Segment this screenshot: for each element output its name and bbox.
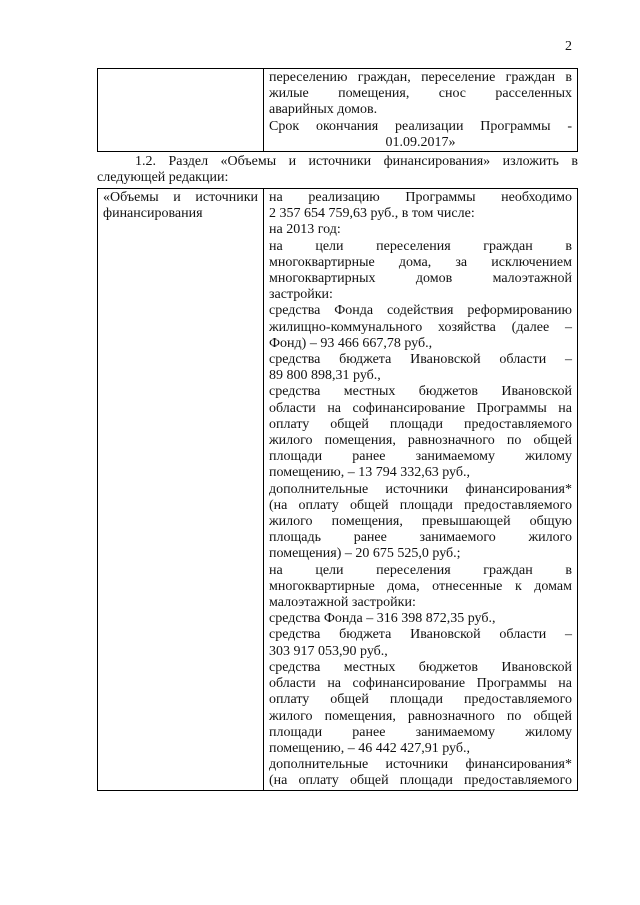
left-cell-line: «Объемы и источники <box>103 190 258 205</box>
text-line: многоквартирные дома, отнесенные к домам <box>269 578 572 594</box>
text-line: Фонд) – 93 466 667,78 руб., <box>269 335 433 351</box>
text-line: жилого помещения, равнозначного по общей <box>269 433 572 449</box>
text-line: на реализацию Программы необходимо <box>269 190 572 205</box>
text-line: жилого помещения, равнозначного по общей <box>269 708 572 724</box>
text-line: средства бюджета Ивановской области – <box>269 627 572 643</box>
financing-table-left-cell <box>98 189 264 791</box>
text-line: помещению, – 46 442 427,91 руб., <box>269 740 470 756</box>
text-line: 89 800 898,31 руб., <box>269 368 381 384</box>
text-line: 01.09.2017» <box>385 134 456 150</box>
text-line: переселению граждан, переселение граждан в <box>269 70 572 85</box>
text-line: 2 357 654 759,63 руб., в том числе: <box>269 206 475 222</box>
text-line: площади ранее занимаемому жилому <box>269 724 572 740</box>
top-table-right-cell <box>264 69 578 152</box>
text-line: на 2013 год: <box>269 222 341 238</box>
paragraph-line: следующей редакции: <box>97 170 229 186</box>
text-line: средства Фонда – 316 398 872,35 руб., <box>269 611 496 627</box>
text-line: (на оплату общей площади предоставляемого <box>269 773 572 789</box>
text-line: средства местных бюджетов Ивановской <box>269 659 572 675</box>
left-cell-line: финансирования <box>103 206 203 222</box>
text-line: средства местных бюджетов Ивановской <box>269 384 572 400</box>
text-line: жилого помещения, превышающей общую <box>269 514 572 530</box>
text-line: дополнительные источники финансирования* <box>269 757 572 773</box>
text-line: помещения) – 20 675 525,0 руб.; <box>269 546 461 562</box>
text-line: (на оплату общей площади предоставляемого <box>269 497 572 513</box>
page-number: 2 <box>565 39 572 54</box>
table-row <box>98 189 578 791</box>
text-line: аварийных домов. <box>269 102 378 118</box>
text-line: дополнительные источники финансирования* <box>269 481 572 497</box>
text-line: области на софинансирование Программы на <box>269 676 572 692</box>
text-line: многоквартирных домов малоэтажной <box>269 271 572 287</box>
text-line: средства бюджета Ивановской области – <box>269 352 572 368</box>
amendment-paragraph <box>97 154 578 186</box>
text-line: оплату общей площади предоставляемого <box>269 416 572 432</box>
text-line: жилые помещения, снос расселенных <box>269 86 572 102</box>
top-table <box>97 68 578 152</box>
text-line: 303 917 053,90 руб., <box>269 643 388 659</box>
financing-table <box>97 188 578 791</box>
text-line: помещению, – 13 794 332,63 руб., <box>269 465 470 481</box>
text-line: области на софинансирование Программы на <box>269 400 572 416</box>
text-line: застройки: <box>269 287 333 303</box>
financing-table-right-cell <box>264 189 578 791</box>
text-line: малоэтажной застройки: <box>269 595 416 611</box>
text-line: Срок окончания реализации Программы - <box>269 118 572 134</box>
text-line: многоквартирные дома, за исключением <box>269 254 572 270</box>
text-line: на цели переселения граждан в <box>269 562 572 578</box>
text-line: на цели переселения граждан в <box>269 238 572 254</box>
table-row <box>98 69 578 152</box>
text-line: средства Фонда содействия реформированию <box>269 303 572 319</box>
text-line: оплату общей площади предоставляемого <box>269 692 572 708</box>
text-line: площадь ранее занимаемого жилого <box>269 530 572 546</box>
top-table-left-cell <box>98 69 264 152</box>
paragraph-line: 1.2. Раздел «Объемы и источники финансирования» изложить в <box>135 154 578 169</box>
text-line: жилищно-коммунального хозяйства (далее – <box>269 319 572 335</box>
text-line: площади ранее занимаемому жилому <box>269 449 572 465</box>
